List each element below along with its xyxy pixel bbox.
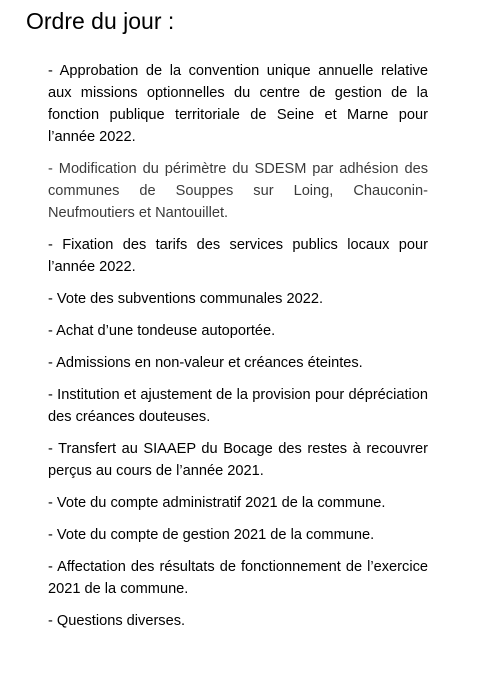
agenda-item: - Vote du compte de gestion 2021 de la commune. xyxy=(48,527,375,543)
agenda-item: - Institution et ajustement de la provision pour dépréciation des créances douteuses. xyxy=(48,387,428,425)
page-title: Ordre du jour : xyxy=(26,8,175,34)
agenda-item: - Vote des subventions communales 2022. xyxy=(48,291,324,307)
agenda-item: - Fixation des tarifs des services publics locaux pour l’année 2022. xyxy=(48,237,428,275)
agenda-item: - Modification du périmètre du SDESM par adhésion des communes de Souppes sur Loing, Chauconin-Neufmoutiers et Nantouillet. xyxy=(48,161,428,221)
agenda-list xyxy=(48,60,428,642)
agenda-item: - Vote du compte administratif 2021 de la commune. xyxy=(48,495,386,511)
agenda-item: - Admissions en non-valeur et créances éteintes. xyxy=(48,355,363,371)
agenda-item: - Questions diverses. xyxy=(48,613,186,629)
agenda-item: - Achat d’une tondeuse autoportée. xyxy=(48,323,276,339)
agenda-item: - Approbation de la convention unique annuelle relative aux missions optionnelles du centre de gestion de la fonction publique territoriale de Seine et Marne pour l’année 2022. xyxy=(48,63,428,145)
agenda-item: - Affectation des résultats de fonctionnement de l’exercice 2021 de la commune. xyxy=(48,559,428,597)
agenda-item: - Transfert au SIAAEP du Bocage des restes à recouvrer perçus au cours de l’année 2021. xyxy=(48,441,428,479)
